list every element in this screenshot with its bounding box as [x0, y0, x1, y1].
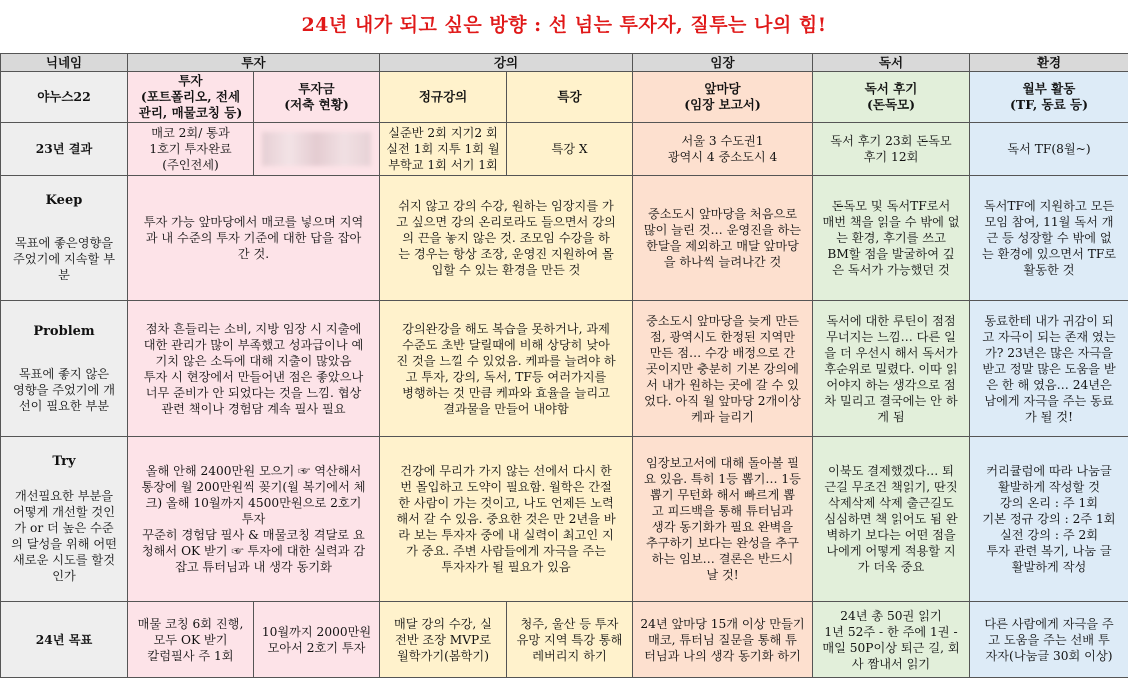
problem-reading: 독서에 대한 루틴이 점점 무너지는 느낌… 다른 일 을 더 우선시 해서 독서가 후순위로 밀렸다. 이따 읽 어야지 하는 생각으로 점 차 밀리고 결국에는 안 하 게 됨	[813, 301, 970, 437]
header-lecture: 강의	[380, 54, 633, 72]
goal24-row	[1, 602, 1128, 678]
keep-label	[1, 176, 128, 301]
try-invest: 올해 안해 2400만원 모으기 ☞ 역산해서 통장에 월 200만원씩 꽂기(월 복기에서 체 크) 올해 10월까지 4500만원으로 2호기 투자 꾸준히 경험담 필사 & 매물코칭 격달로 요 청해서 OK 받기 ☞ 투자에 대한 실력과 감 잡고 튜터님과 내 생각 동기화	[128, 437, 380, 602]
nickname-value: 야누스22	[1, 72, 128, 123]
problem-environment: 동료한테 내가 귀감이 되 고 자극이 되는 존재 였는 가? 23년은 많은 자극을 받고 정말 많은 도움을 받 은 한 해 였음… 24년은 남에게 자극을 주는 동료 가 될 것!	[970, 301, 1128, 437]
subheader-regular-lecture: 정규강의	[380, 72, 507, 123]
keep-reading: 돈독모 및 독서TF로서 매번 책을 읽을 수 밖에 없 는 환경, 후기를 쓰고 BM할 점을 발굴하여 깊 은 독서가 가능했던 것	[813, 176, 970, 301]
subheader-invest-funds: 투자금 (저축 현황)	[254, 72, 380, 123]
subheader-reading-review: 독서 후기 (돈독모)	[813, 72, 970, 123]
problem-invest: 점차 흔들리는 소비, 지방 임장 시 지출에 대한 관리가 많이 부족했고 성과급이나 예 기치 않은 소득에 대해 지출이 많았음 투자 시 현장에서 만들어낸 점은 좋았으나 너무 준비가 안 되었다는 것을 느낌. 협상 관련 책이나 경험담 계속 필사 필요	[128, 301, 380, 437]
page-title: 24년 내가 되고 싶은 방향 : 선 넘는 투자자, 질투는 나의 힘!	[0, 0, 1128, 46]
try-title: Try	[4, 454, 124, 470]
keep-title: Keep	[4, 193, 124, 209]
result23-invest-funds-redacted	[254, 123, 380, 176]
goal24-regular-lecture: 매달 강의 수강, 실 전반 조장 MVP로 월학가기(봄학기)	[380, 602, 507, 678]
keep-invest: 투자 가능 앞마당에서 매코를 넣으며 지역 과 내 수준의 투자 기준에 대한 답을 잡아 간 것.	[128, 176, 380, 301]
goal24-site-report: 24년 앞마당 15개 이상 만들기 매코, 튜터님 질문을 통해 튜 터님과 나의 생각 동기화 하기	[633, 602, 813, 678]
try-label	[1, 437, 128, 602]
result23-site-report: 서울 3 수도권1 광역시 4 중소도시 4	[633, 123, 813, 176]
problem-title: Problem	[4, 324, 124, 340]
result23-invest-portfolio: 매코 2회/ 통과 1호기 투자완료 (주인전세)	[128, 123, 254, 176]
problem-row	[1, 301, 1128, 437]
try-lecture: 건강에 무리가 가지 않는 선에서 다시 한 번 몰입하고 도약이 필요함. 월학은 간절 한 사람이 가는 것이고, 나도 언제든 노력 해서 갈 수 있음. 중요한 것은 만 2년을 바 라 보는 투자자 중에 내 실력이 최고인 지 가 중요. 주변 사람들에게 자극을 주는 투자자가 될 필요가 있음	[380, 437, 633, 602]
result23-reading-review: 독서 후기 23회 돈독모 후기 12회	[813, 123, 970, 176]
header-environment: 환경	[970, 54, 1128, 72]
keep-lecture: 쉬지 않고 강의 수강, 원하는 임장지를 가 고 싶으면 강의 온리로라도 들으면서 강의 의 끈을 놓지 않은 것. 조모임 수강을 하 는 경우는 항상 조장, 운영진 지원하여 몰 입할 수 있는 환경을 만든 것	[380, 176, 633, 301]
goal24-invest-funds: 10월까지 2000만원 모아서 2호기 투자	[254, 602, 380, 678]
subheader-monthly-activity: 월부 활동 (TF, 동료 등)	[970, 72, 1128, 123]
goal24-label: 24년 목표	[1, 602, 128, 678]
result23-monthly-activity: 독서 TF(8월~)	[970, 123, 1128, 176]
result23-label: 23년 결과	[1, 123, 128, 176]
goal24-invest-portfolio: 매물 코칭 6회 진행, 모두 OK 받기 칼럼필사 주 1회	[128, 602, 254, 678]
problem-desc: 목표에 좋지 않은 영향을 주었기에 개 선이 필요한 부분	[4, 366, 124, 414]
redacted-block	[262, 132, 371, 166]
header-nickname: 닉네임	[1, 54, 128, 72]
subheader-special-lecture: 특강	[507, 72, 633, 123]
keep-desc: 목표에 좋은영향을 주었기에 지속할 부 분	[4, 235, 124, 283]
subheader-site-report: 앞마당 (임장 보고서)	[633, 72, 813, 123]
try-row	[1, 437, 1128, 602]
try-desc: 개선필요한 부분을 어떻게 개선할 것인 가 or 더 높은 수준 의 달성을 위해 어떤 새로운 시도를 할것 인가	[4, 488, 124, 584]
goal24-special-lecture: 청주, 울산 등 투자 유망 지역 특강 통해 레버리지 하기	[507, 602, 633, 678]
retrospective-table	[0, 53, 1128, 678]
keep-row	[1, 176, 1128, 301]
problem-lecture: 강의완강을 해도 복습을 못하거나, 과제 수준도 초반 달릴때에 비해 상당히 낮아 진 것을 느낄 수 있었음. 케파를 늘려야 하 고 투자, 강의, 독서, TF등 여러가지를 병행하는 것 만큼 케파와 효율을 늘리고 결과물을 만들어 내야함	[380, 301, 633, 437]
try-site: 임장보고서에 대해 돌아볼 필 요 있음. 특히 1등 뽑기… 1등 뽑기 무턴화 해서 빠르게 뽑 고 피드백을 통해 튜터님과 생각 동기화가 필요 완벽을 추구하기 보다는 완성을 추구 하는 임보… 결론은 반드시 날 것!	[633, 437, 813, 602]
result23-special-lecture: 특강 X	[507, 123, 633, 176]
header-invest: 투자	[128, 54, 380, 72]
header-site: 임장	[633, 54, 813, 72]
goal24-reading-review: 24년 총 50권 읽기 1년 52주 - 한 주에 1권 - 매일 50P이상 퇴근 길, 회 사 짬내서 읽기	[813, 602, 970, 678]
subheader-invest-portfolio: 투자 (포트폴리오, 전세 관리, 매물코칭 등)	[128, 72, 254, 123]
problem-site: 중소도시 앞마당을 늦게 만든 점, 광역시도 한정된 지역만 만든 점… 수강 배정으로 간 곳이지만 충분히 기본 강의에 서 내가 원하는 곳에 갈 수 있 었다. 아직 월 앞마당 2개이상 케파 늘리기	[633, 301, 813, 437]
keep-site: 중소도시 앞마당을 처음으로 많이 늘린 것… 운영진을 하는 한달을 제외하고 매달 앞마당 을 하나씩 늘려나간 것	[633, 176, 813, 301]
problem-label	[1, 301, 128, 437]
subheader-row	[1, 72, 1128, 123]
try-environment: 커리큘럼에 따라 나눔글 활발하게 작성할 것 강의 온리 : 주 1회 기본 정규 강의 : 2주 1회 실전 강의 : 주 2회 투자 관련 복기, 나눔 글 활발하게 작성	[970, 437, 1128, 602]
result23-regular-lecture: 실준반 2회 지기2 회 실전 1회 지투 1회 월 부학교 1회 서기 1회	[380, 123, 507, 176]
try-reading: 이북도 결제했겠다… 퇴 근길 무조건 책읽기, 딴짓 삭제삭제 삭제 출근길도 심심하면 책 읽어도 됨 완 벽하기 보다는 어떤 점을 나에게 어떻게 적용할 지 가 더욱 중요	[813, 437, 970, 602]
keep-environment: 독서TF에 지원하고 모든 모임 참여, 11월 독서 개 근 등 성장할 수 밖에 없 는 환경에 있으면서 TF로 활동한 것	[970, 176, 1128, 301]
result23-row	[1, 123, 1128, 176]
goal24-monthly-activity: 다른 사람에게 자극을 주 고 도움을 주는 선배 투 자자(나눔글 30회 이상)	[970, 602, 1128, 678]
header-reading: 독서	[813, 54, 970, 72]
header-row	[1, 54, 1128, 72]
